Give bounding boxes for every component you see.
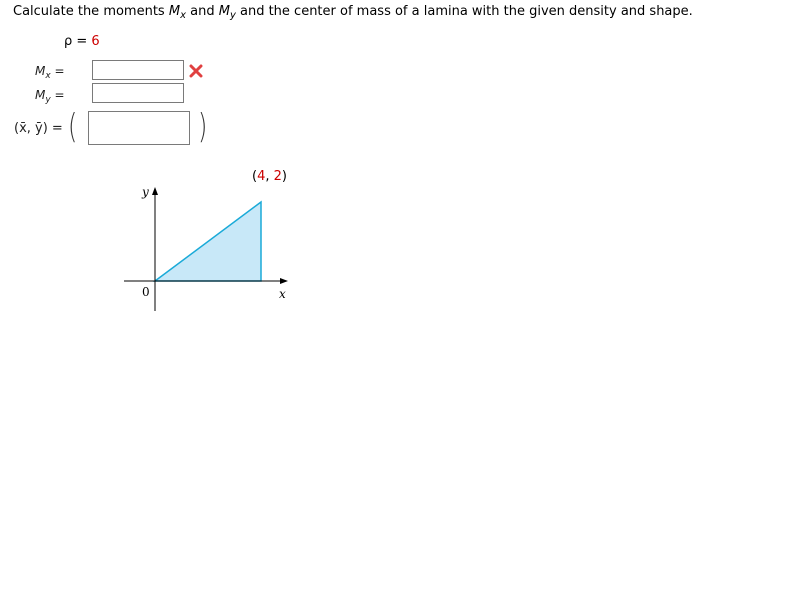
origin-label: 0 — [142, 285, 150, 299]
x-axis-label: x — [279, 287, 286, 301]
vertex-y-value: 2 — [273, 169, 282, 184]
vertex-x-value: 4 — [257, 169, 266, 184]
question-suffix: and the center of mass of a lamina with the given density and shape. — [235, 4, 693, 19]
question-middle: and — [185, 4, 219, 19]
left-paren: ( — [67, 107, 78, 147]
my-label-symbol: M — [35, 88, 46, 102]
mx-symbol: M — [168, 4, 181, 19]
vertex-open-paren: ( — [252, 169, 258, 184]
my-label-sub: y — [45, 95, 51, 105]
mx-label-symbol: M — [35, 64, 46, 78]
y-axis-arrow — [152, 187, 158, 195]
density-value: 6 — [91, 34, 100, 49]
mx-label-eq: = — [50, 64, 65, 78]
my-symbol: M — [218, 4, 230, 19]
center-of-mass-label: (x̄, ȳ) = — [14, 121, 63, 136]
my-label-eq: = — [50, 88, 65, 102]
y-axis-label: y — [142, 185, 149, 199]
density-label: ρ = — [64, 34, 92, 49]
mx-label-sub: x — [45, 71, 51, 81]
x-axis-arrow — [280, 278, 288, 284]
question-prefix: Calculate the moments — [13, 4, 169, 19]
lamina-region — [155, 202, 261, 281]
right-paren: ) — [197, 107, 208, 147]
vertex-close-paren: ) — [281, 169, 287, 184]
mx-subscript: x — [180, 10, 186, 21]
vertex-separator: , — [265, 169, 274, 184]
my-subscript: y — [229, 10, 236, 21]
